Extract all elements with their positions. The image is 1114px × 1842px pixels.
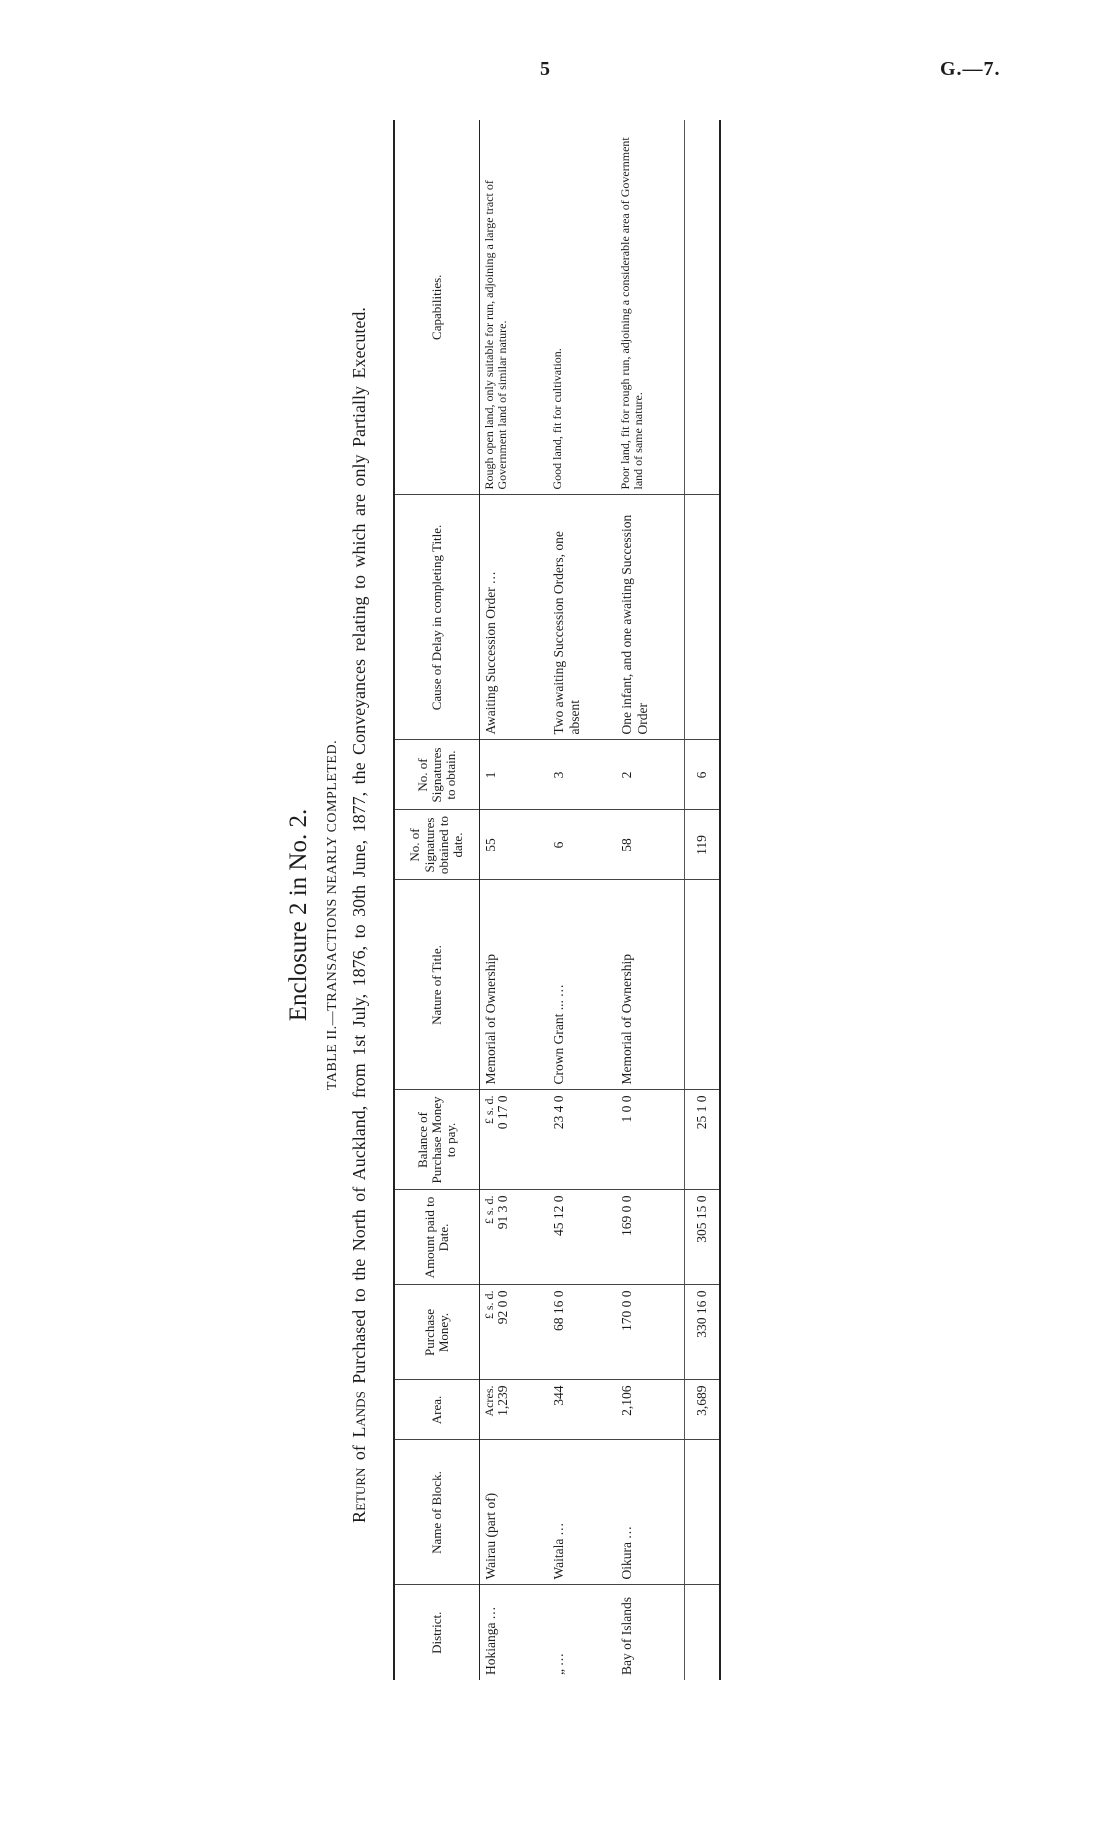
col-block: Name of Block. bbox=[394, 1440, 480, 1585]
total-paid-cell bbox=[685, 1190, 721, 1285]
paid: 169 0 0 bbox=[619, 1195, 634, 1236]
title: Crown Grant ... bbox=[551, 1000, 566, 1085]
empty-cell bbox=[685, 1585, 721, 1680]
total-purchase-cell bbox=[685, 1285, 721, 1380]
col-sig-obtain: No. of Signatures to obtain. bbox=[394, 740, 480, 810]
block-cell: Wairau (part of) bbox=[480, 1440, 549, 1585]
area-cell: 344 bbox=[548, 1380, 616, 1440]
area-cell: 2,106 bbox=[616, 1380, 685, 1440]
delay-cell: One infant, and one awaiting Succession Order bbox=[616, 495, 685, 740]
total-sig-obtained: 119 bbox=[685, 810, 721, 880]
page-number: 5 bbox=[540, 58, 550, 80]
district-cell bbox=[480, 1585, 549, 1680]
totals-row bbox=[685, 120, 721, 1680]
leader-dots: ... bbox=[551, 1522, 566, 1536]
return-rest: Purchased to the North of Auckland, from 1st July, 1876, to 30th June, 1877, the Conveyances relating to which are only Partially Executed. bbox=[349, 307, 369, 1384]
block-cell bbox=[548, 1440, 616, 1585]
balance-cell bbox=[480, 1090, 549, 1190]
paid-cell bbox=[548, 1190, 616, 1285]
col-capabilities: Capabilities. bbox=[394, 120, 480, 495]
delay-cell: Two awaiting Succession Orders, one absent bbox=[548, 495, 616, 740]
col-area: Area. bbox=[394, 1380, 480, 1440]
total-purchase: 330 16 0 bbox=[694, 1290, 709, 1338]
table-row bbox=[548, 120, 616, 1680]
unit-lsd: £ s. d. bbox=[482, 1095, 496, 1125]
unit-lsd: £ s. d. bbox=[482, 1195, 496, 1225]
empty-cell bbox=[685, 120, 721, 495]
col-delay: Cause of Delay in completing Title. bbox=[394, 495, 480, 740]
table-row bbox=[616, 120, 685, 1680]
delay: Awaiting Succession Order bbox=[483, 587, 498, 735]
block-cell bbox=[616, 1440, 685, 1585]
col-paid: Amount paid to Date. bbox=[394, 1190, 480, 1285]
capabilities-cell: Rough open land, only suitable for run, adjoining a large tract of Government land of similar nature. bbox=[480, 120, 549, 495]
table-title: TABLE II.—TRANSACTIONS NEARLY COMPLETED. bbox=[325, 739, 340, 1091]
block: Waitala bbox=[551, 1538, 566, 1580]
return-word: Return bbox=[349, 1467, 369, 1523]
col-title: Nature of Title. bbox=[394, 880, 480, 1090]
purchase: 68 16 0 bbox=[551, 1290, 566, 1331]
district-cell bbox=[548, 1585, 616, 1680]
sig-obtain-cell: 1 bbox=[480, 740, 549, 810]
block: Oikura bbox=[619, 1542, 634, 1580]
header-row bbox=[394, 120, 480, 1680]
district-cell: Bay of Islands bbox=[619, 1597, 634, 1675]
sig-obtain-cell: 3 bbox=[548, 740, 616, 810]
leader-dots: ... bbox=[483, 1606, 498, 1620]
unit-lsd: £ s. d. bbox=[482, 1290, 496, 1320]
col-sig-obtained: No. of Signatures obtained to date. bbox=[394, 810, 480, 880]
empty-cell bbox=[685, 495, 721, 740]
purchase-cell bbox=[548, 1285, 616, 1380]
balance-cell bbox=[548, 1090, 616, 1190]
leader-dots: ... bbox=[483, 570, 498, 584]
leader-dots: ... bbox=[551, 983, 566, 997]
return-of: of bbox=[349, 1445, 369, 1461]
document-code: G.—7. bbox=[940, 58, 1001, 80]
return-heading bbox=[349, 110, 370, 1720]
capabilities-cell: Good land, fit for cultivation. bbox=[548, 120, 616, 495]
paid: 45 12 0 bbox=[551, 1195, 566, 1236]
empty-cell bbox=[685, 880, 721, 1090]
enclosure-heading: Enclosure 2 in No. 2. bbox=[285, 808, 312, 1022]
unit-acres: Acres. bbox=[482, 1385, 496, 1417]
total-balance: 25 1 0 bbox=[694, 1095, 709, 1130]
sig-obtain-cell: 2 bbox=[616, 740, 685, 810]
district: Hokianga bbox=[483, 1622, 498, 1675]
empty-cell bbox=[685, 1440, 721, 1585]
purchase-cell bbox=[616, 1285, 685, 1380]
leader-dots: ... bbox=[551, 1652, 566, 1666]
purchase-cell bbox=[480, 1285, 549, 1380]
area-cell bbox=[480, 1380, 549, 1440]
balance: 0 17 0 bbox=[495, 1095, 510, 1130]
sig-obtained-cell: 6 bbox=[548, 810, 616, 880]
title-cell: Memorial of Ownership bbox=[480, 880, 549, 1090]
area: 1,239 bbox=[495, 1385, 510, 1416]
balance: 23 4 0 bbox=[551, 1095, 566, 1130]
paid-cell bbox=[480, 1190, 549, 1285]
table-row bbox=[480, 120, 549, 1680]
district-ditto: „ bbox=[551, 1669, 566, 1675]
total-area: 3,689 bbox=[685, 1380, 721, 1440]
paid-cell bbox=[616, 1190, 685, 1285]
purchase: 92 0 0 bbox=[495, 1290, 510, 1325]
balance-cell bbox=[616, 1090, 685, 1190]
total-balance-cell bbox=[685, 1090, 721, 1190]
col-purchase: Purchase Money. bbox=[394, 1285, 480, 1380]
col-district: District. bbox=[394, 1585, 480, 1680]
balance: 1 0 0 bbox=[619, 1095, 634, 1123]
delay-cell bbox=[480, 495, 549, 740]
paid: 91 3 0 bbox=[495, 1195, 510, 1230]
sig-obtained-cell: 58 bbox=[616, 810, 685, 880]
lands-word: Lands bbox=[349, 1391, 369, 1438]
capabilities-cell: Poor land, fit for rough run, adjoining a considerable area of Government land of same nature. bbox=[616, 120, 685, 495]
col-balance: Balance of Purchase Money to pay. bbox=[394, 1090, 480, 1190]
purchase: 170 0 0 bbox=[619, 1290, 634, 1331]
title-cell: Memorial of Ownership bbox=[616, 880, 685, 1090]
title-cell bbox=[548, 880, 616, 1090]
transactions-table bbox=[393, 120, 721, 1680]
rotated-table-sheet bbox=[285, 110, 825, 1720]
total-sig-obtain: 6 bbox=[685, 740, 721, 810]
sig-obtained-cell: 55 bbox=[480, 810, 549, 880]
total-paid: 305 15 0 bbox=[694, 1195, 709, 1243]
leader-dots: ... bbox=[619, 1525, 634, 1539]
